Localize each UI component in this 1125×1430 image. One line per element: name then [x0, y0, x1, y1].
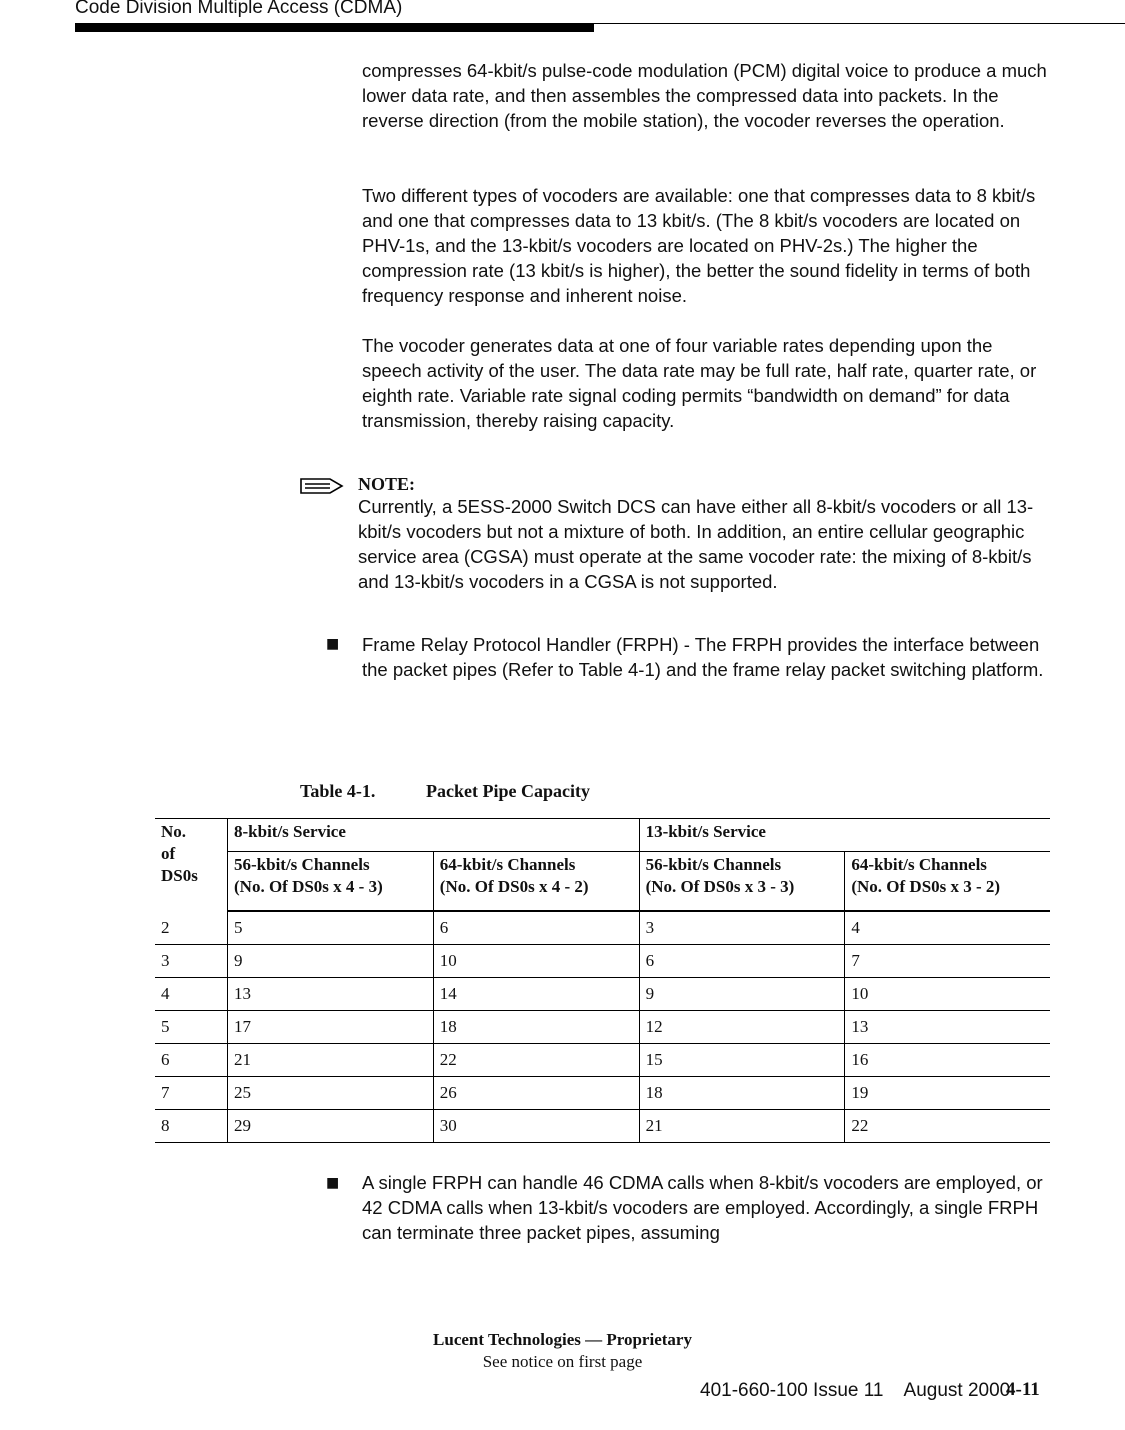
running-header-title: Code Division Multiple Access (CDMA): [75, 0, 403, 18]
table-cell: 6: [155, 1044, 228, 1077]
table-cell: 16: [845, 1044, 1050, 1077]
table-cell: 14: [433, 978, 639, 1011]
table-row: [155, 911, 1050, 945]
header-line: DS0s: [161, 866, 198, 885]
table-row: [155, 1044, 1050, 1077]
table-cell: 15: [639, 1044, 845, 1077]
note-arrow-icon: [300, 476, 344, 496]
table-row: [155, 1011, 1050, 1044]
footer-doc-info: 401-660-100 Issue 11 August 2000: [700, 1380, 1011, 1401]
footer-notice: See notice on first page: [482, 1352, 643, 1371]
table-subheader: [228, 852, 434, 912]
table-cell: 3: [639, 911, 845, 945]
table-group-header-13k: 13-kbit/s Service: [639, 819, 1050, 852]
table-row: [155, 1077, 1050, 1110]
page-number: 4-11: [1006, 1379, 1040, 1400]
header-rule-bar: [75, 24, 594, 32]
table-cell: 7: [845, 945, 1050, 978]
subheader-line: 56-kbit/s Channels: [645, 855, 782, 874]
table-cell: 13: [228, 978, 434, 1011]
bullet-marker: ■: [326, 636, 340, 652]
table-cell: 13: [845, 1011, 1050, 1044]
subheader-line: 64-kbit/s Channels: [851, 855, 987, 874]
subheader-line: 56-kbit/s Channels: [234, 855, 370, 874]
table-group-header-8k: 8-kbit/s Service: [228, 819, 640, 852]
table-row: [155, 1110, 1050, 1143]
table-cell: 4: [845, 911, 1050, 945]
table-cell: 5: [228, 911, 434, 945]
table-caption-title: Packet Pipe Capacity: [426, 781, 590, 801]
table-cell: 3: [155, 945, 228, 978]
table-cell: 6: [639, 945, 845, 978]
subheader-line: (No. Of DS0s x 4 - 2): [439, 877, 589, 896]
subheader-line: (No. Of DS0s x 4 - 3): [234, 877, 383, 896]
footer-company: Lucent Technologies — Proprietary: [433, 1330, 692, 1349]
table-cell: 30: [433, 1110, 639, 1143]
table-cell: 9: [228, 945, 434, 978]
table-cell: 26: [433, 1077, 639, 1110]
table-subheader: [433, 852, 639, 912]
table-row: [155, 945, 1050, 978]
body-paragraph: compresses 64-kbit/s pulse-code modulation (PCM) digital voice to produce a much lower data rate, and then assembles the compressed data into packets. In the reverse direction (from the mobile station), the vocoder reverses the operation.: [362, 60, 1047, 131]
subheader-line: (No. Of DS0s x 3 - 2): [851, 877, 1001, 896]
bullet-item: A single FRPH can handle 46 CDMA calls when 8-kbit/s vocoders are employed, or 42 CDMA calls when 13-kbit/s vocoders are employed. Accordingly, a single FRPH can terminate three packet pipes, assuming: [362, 1172, 1043, 1243]
table-cell: 6: [433, 911, 639, 945]
table-cell: 22: [433, 1044, 639, 1077]
table-caption: [300, 781, 590, 802]
table-caption-number: Table 4-1.: [300, 781, 376, 801]
table-cell: 9: [639, 978, 845, 1011]
table-cell: 7: [155, 1077, 228, 1110]
table-cell: 10: [433, 945, 639, 978]
note-text: Currently, a 5ESS-2000 Switch DCS can have either all 8-kbit/s vocoders or all 13-kbit/s vocoders but not a mixture of both. In addition, an entire cellular geographic service area (CGSA) must operate at the same vocoder rate: the mixing of 8-kbit/s and 13-kbit/s vocoders in a CGSA is not supported.: [358, 496, 1034, 592]
bullet-item: Frame Relay Protocol Handler (FRPH) - The FRPH provides the interface between the packet pipes (Refer to Table 4-1) and the frame relay packet switching platform.: [362, 634, 1044, 680]
table-cell: 18: [433, 1011, 639, 1044]
header-line: No.: [161, 822, 187, 841]
table-cell: 12: [639, 1011, 845, 1044]
header-line: of: [161, 844, 176, 863]
bullet-marker: ■: [326, 1175, 340, 1191]
subheader-line: (No. Of DS0s x 3 - 3): [645, 877, 795, 896]
table-cell: 10: [845, 978, 1050, 1011]
table-cell: 25: [228, 1077, 434, 1110]
table-subheader: [845, 852, 1050, 912]
table-cell: 29: [228, 1110, 434, 1143]
table-cell: 18: [639, 1077, 845, 1110]
subheader-line: 64-kbit/s Channels: [439, 855, 576, 874]
table-cell: 4: [155, 978, 228, 1011]
table-cell: 21: [639, 1110, 845, 1143]
body-paragraph: The vocoder generates data at one of four variable rates depending upon the speech activity of the user. The data rate may be full rate, half rate, quarter rate, or eighth rate. Variable rate signal coding permits “bandwidth on demand” for data transmission, thereby raising capacity.: [362, 335, 1037, 431]
body-paragraph: Two different types of vocoders are available: one that compresses data to 8 kbit/s and one that compresses data to 13 kbit/s. (The 8 kbit/s vocoders are located on PHV-1s, and the 13-kbit/s vocoders are located on PHV-2s.) The higher the compression rate (13 kbit/s is higher), the better the sound fidelity in terms of both frequency response and inherent noise.: [362, 185, 1036, 306]
table-cell: 17: [228, 1011, 434, 1044]
table-cell: 8: [155, 1110, 228, 1143]
table-cell: 21: [228, 1044, 434, 1077]
note-label: NOTE:: [358, 474, 416, 494]
table-cell: 5: [155, 1011, 228, 1044]
table-cell: 19: [845, 1077, 1050, 1110]
table-subheader: [639, 852, 845, 912]
table-cell: 22: [845, 1110, 1050, 1143]
table-header-ds0s: [155, 819, 228, 912]
packet-pipe-capacity-table: [155, 818, 1050, 1143]
table-cell: 2: [155, 911, 228, 945]
table-row: [155, 978, 1050, 1011]
